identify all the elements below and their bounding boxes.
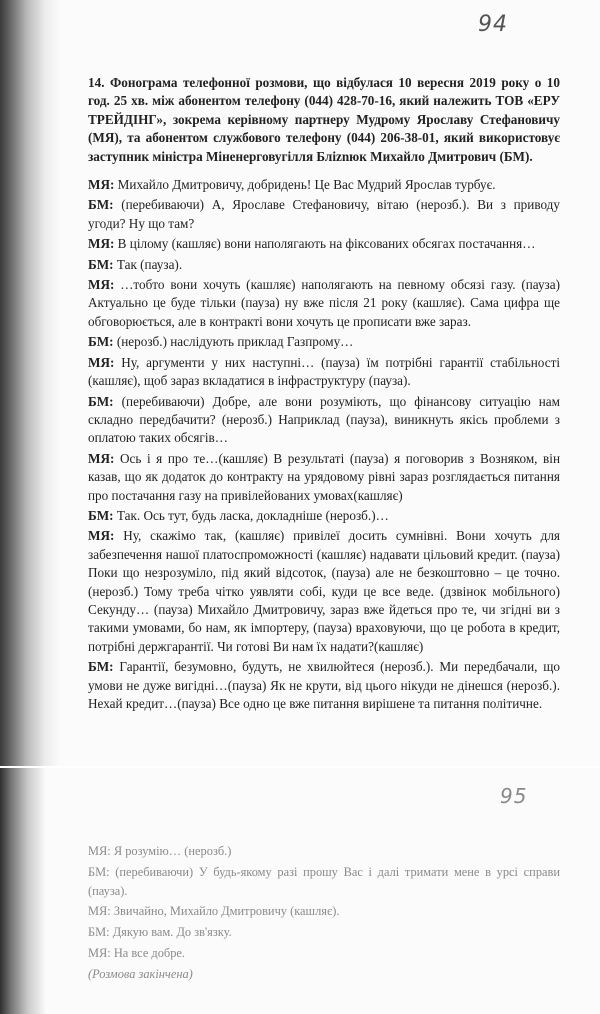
speaker-label: БМ: (88, 925, 110, 940)
dialogue-line (88, 965, 560, 984)
dialogue-line (88, 276, 560, 331)
dialogue-line (88, 333, 560, 351)
speaker-label: МЯ: (88, 450, 115, 466)
line-text: Ну, аргументи у них наступні… (пауза) їм потрібні гарантії стабільності (кашляє), щоб зараз вкладатися в інфраструктуру (пауза). (88, 354, 561, 389)
speaker-label: МЯ: (88, 528, 115, 544)
speaker-label: МЯ: (88, 277, 115, 293)
dialogue-line (88, 923, 560, 942)
line-text: (Розмова закінчена) (88, 966, 193, 981)
line-text: Михайло Дмитровичу, добридень! Це Вас Мудрий Ярослав турбує. (117, 177, 496, 193)
speaker-label: БМ: (88, 197, 114, 213)
dialogue-line (88, 256, 560, 274)
dialogue-line (88, 902, 560, 921)
dialogue-line (88, 450, 560, 505)
speaker-label: МЯ: (88, 844, 111, 858)
dialogue-line (88, 658, 560, 713)
line-text: …тобто вони хочуть (кашляє) наполягають на певному обсязі газу. (пауза) Актуально це буде тільки (пауза) ну вже після 21 року (кашляє). Сама цифра ще обговорюється, але в контракті вони хочуть це прописати вже зараз. (88, 277, 561, 329)
speaker-label: БМ: (88, 334, 114, 350)
line-text: (нерозб.) наслідують приклад Газпрому… (116, 334, 354, 350)
speaker-label: МЯ: (88, 945, 111, 960)
dialogue-line (88, 235, 560, 253)
transcript-body-continued (88, 842, 560, 986)
scan-shadow (0, 768, 46, 1014)
page-number: 95 (500, 784, 528, 808)
dialogue-line (88, 863, 560, 901)
line-text: Так. Ось тут, будь ласка, докладніше (нерозб.)… (116, 507, 389, 523)
dialogue-line (88, 176, 560, 194)
line-text: В цілому (кашляє) вони наполягають на фіксованих обсягах постачання… (117, 236, 536, 252)
transcript-heading: 14. Фонограма телефонної розмови, що відбулася 10 вересня 2019 року о 10 год. 25 хв. між абонентом телефону (044) 428-70-16, який належить ТОВ «ЕРУ ТРЕЙДІНГ», зокрема керівному партнеру Мудрому Ярославу Стефановичу (МЯ), та абонентом службового телефону (044) 206-38-01, який використовує заступник міністра Міненерговугілля Бліznюк Михайло Дмитрович (БМ). (88, 75, 560, 164)
speaker-label: МЯ: (88, 236, 115, 252)
scan-shadow (0, 0, 60, 766)
line-text: Дякую вам. До зв'язку. (112, 925, 232, 940)
line-text: Звичайно, Михайло Дмитровичу (кашляє). (113, 904, 340, 919)
line-text: Гарантії, безумовно, будуть, не хвилюйтеся (нерозб.). Ми передбачали, що умови не дуже вигідні…(пауза) Як не крути, від цього нікуди не дінешся (нерозб.). Нехай кредит…(пауза) Все одно це вже питання вирішене та питання політичне. (88, 659, 561, 711)
line-text: Так (пауза). (116, 256, 183, 272)
speaker-label: МЯ: (88, 177, 115, 193)
speaker-label: БМ: (88, 256, 114, 272)
speaker-label: БМ: (88, 507, 114, 523)
line-text: (перебиваючи) У будь-якому разі прошу Вас і далі тримати мене в урсі справи (пауза). (88, 864, 560, 898)
speaker-label: МЯ: (88, 904, 111, 919)
line-text: Ну, скажімо так, (кашляє) привілеї досить сумнівні. Вони хочуть для забезпечення нашої платоспроможності (кашляє) надавати цільовий кредит. (пауза) Поки що незрозуміло, під який відсоток, (пауза) але не безкоштовно – це точно. (нерозб.) Тому треба чітко уявляти собі, куди це все веде. (дзвінок мобільного) Секунду… (пауза) Михайло Дмитровичу, зараз вже йдеться про те, чи згідні ви з такими умовами, бо нам, як імпортеру, (пауза) враховуючи, що це робота в кредит, потрібні держгарантії. Чи готові Ви нам їх надати?(кашляє) (88, 528, 560, 654)
page-number: 94 (478, 12, 508, 37)
dialogue-line (88, 393, 560, 448)
speaker-label: БМ: (88, 393, 114, 409)
speaker-label: МЯ: (88, 354, 115, 370)
dialogue-line (88, 842, 560, 861)
speaker-label: БМ: (88, 864, 110, 879)
line-text: На все добре. (113, 945, 186, 960)
dialogue-lines (88, 176, 560, 713)
line-text: Я розумію… (нерозб.) (113, 844, 232, 858)
transcript-body (88, 74, 560, 715)
dialogue-line (88, 196, 560, 233)
dialogue-line (88, 354, 560, 391)
line-text: (перебиваючи) А, Ярославе Стефановичу, вітаю (нерозб.). Ви з приводу угоди? Ну що там? (88, 197, 560, 231)
line-text: Ось і я про те…(кашляє) В результаті (пауза) я поговорив з Возняком, він казав, що як додаток до контракту на урядовому рівні зараз розглядається питання про постачання газу на привілейованих умовах(кашляє) (88, 450, 561, 503)
line-text: (перебиваючи) Добре, але вони розуміють, що фінансову ситуацію нам складно передбачити? (нерозб.) Наприклад (пауза), виникнуть якісь проблеми з оплатою таких обсягів… (88, 393, 560, 446)
dialogue-line (88, 527, 560, 656)
dialogue-line (88, 944, 560, 963)
speaker-label: БМ: (88, 659, 114, 675)
dialogue-lines (88, 842, 560, 984)
dialogue-line (88, 507, 560, 525)
